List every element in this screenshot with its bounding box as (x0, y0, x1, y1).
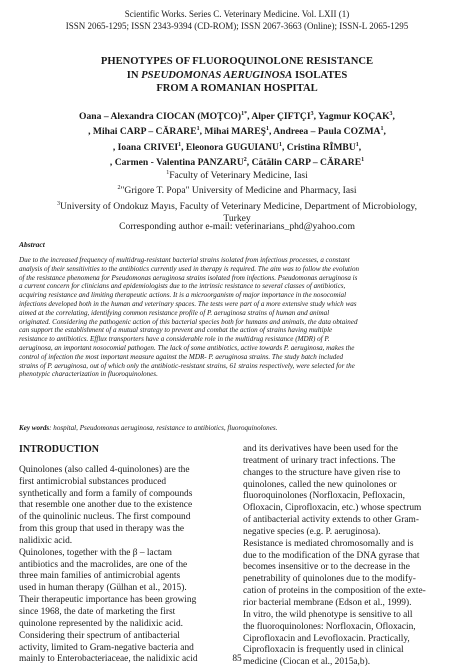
abstract-body (19, 256, 455, 379)
abstract-line: originated. Considering the pathogenic action of this bacterial species both for humans and animals, the data obtained (19, 317, 358, 326)
affiliation-2-text: "Grigore T. Popa" University of Medicine and Pharmacy, Iasi (120, 185, 357, 197)
author-6-sup: 1 (380, 126, 384, 133)
author-9: , Cristina RÎMBU (281, 141, 356, 153)
affiliations (30, 167, 444, 225)
title-line2-italic: PSEUDOMONAS AERUGINOSA (141, 69, 293, 81)
body-line: Ciprofloxacin and Levofloxacin. Practically, (243, 633, 410, 644)
author-2: , Alper ÇIFTÇI (247, 111, 311, 123)
abstract-heading: Abstract (19, 240, 45, 249)
affiliation-3-country: Turkey (223, 213, 251, 225)
affiliation-1-text: Faculty of Veterinary Medicine, Iasi (169, 170, 308, 182)
author-3-sup: 3 (389, 111, 393, 117)
abstract-line: of the resistance phenomena for Pseudomonas aeruginosa strains isolated from infections. Pseudomonas aeruginosa is (19, 273, 358, 282)
author-8: , Eleonora GUGUIANU (181, 141, 279, 153)
abstract-line: can support the establishment of a mutual strategy to prevent and combat the action of strains having multiple (19, 326, 333, 335)
abstract-line: a current concern for clinicians and epidemiologists due to the intrinsic resistance to several classes of antibiotics, (19, 282, 346, 291)
author-11: , Cătălin CARP – CĂRARE (246, 157, 362, 169)
corresponding-author: Corresponding author e-mail: veterinarians_phd@yahoo.com (119, 221, 355, 232)
affiliation-2 (30, 182, 444, 197)
author-8-sup: 1 (278, 141, 282, 148)
affiliation-3-sup: 3 (56, 200, 60, 207)
affiliation-2-sup: 2 (117, 185, 121, 192)
author-list (30, 108, 444, 170)
title-line2-pre: IN (126, 69, 142, 81)
body-line: Quinolones (also called 4-quinolones) are the (19, 464, 190, 475)
body-line: fluoroquinolones (Norfloxacin, Pefloxacin, (243, 491, 405, 502)
abstract-line: control of infection the most important measure against the MDR- P. aeruginosa strains. The study batch included (19, 352, 344, 361)
body-line: Considering their spectrum of antibacterial (19, 630, 180, 641)
affiliation-3 (30, 198, 444, 213)
author-2-sup: 3 (310, 111, 314, 117)
keywords-text: : hospital, Pseudomonas aeruginosa, resistance to antibiotics, fluoroquinolones. (49, 424, 278, 432)
body-line: mainly to Enterobacteriaceae, the nalidixic acid (19, 654, 198, 665)
abstract-line: aeruginosa, an important nosocomial pathogen. The lack of some antibiotics, active towards P. aeruginosa, makes the (19, 343, 355, 352)
body-line: since 1968, the date of marketing the first (19, 606, 176, 617)
body-line: treatment of urinary tract infections. The (243, 455, 396, 466)
author-6: , Andreea – Paula COZMA (268, 126, 381, 138)
author-9-sup: 1 (355, 141, 359, 148)
author-7: , Ioana CRIVEI (112, 141, 179, 153)
body-line: Quinolones, together with the β – lactam (19, 547, 172, 558)
journal-header-line1: Scientific Works. Series C. Veterinary Medicine. Vol. LXII (1) (124, 9, 350, 19)
author-line2: , Mihai CARP – CĂRARE$^1$, Mihai MAREŞ$^1$, Andreea – Paula COZMA$^1$, (88, 126, 386, 138)
abstract-line: analysis of their sensitivities to the antibiotics currently used in therapy is required. The aim was to follow the evolution (19, 264, 360, 273)
body-line: Resistance is mediated chromosomally and is (243, 538, 414, 549)
left-column-text (19, 465, 233, 666)
author-1-sup: 1* (241, 111, 248, 117)
title-line2-post: ISOLATES (292, 69, 348, 81)
title-line3: FROM A ROMANIAN HOSPITAL (156, 83, 318, 94)
author-4-sup: 1 (196, 126, 200, 133)
author-line1: Oana – Alexandra CIOCAN (MOŢCO)$^{1*}$, Alper ÇIFTÇI$^3$, Yagmur KOÇAK$^3$, (79, 111, 395, 123)
page-number: 85 (232, 654, 242, 664)
title-line2 (0, 69, 474, 83)
paper-title (0, 55, 474, 96)
body-line: activity, limited to Gram-negative bacteria and (19, 642, 194, 653)
body-line: three main families of antimicrobial agents (19, 571, 181, 582)
body-line: Their therapeutic importance has been growing (19, 595, 197, 606)
body-line: antibiotics and the macrolides, are one of the (19, 559, 188, 570)
body-line: synthetically and form a family of compounds (19, 488, 193, 499)
abstract-line: Due to the increased frequency of multidrug-resistant bacterial strains isolated from infectious processes, a constant (19, 256, 350, 264)
body-line: negative species (e.g. P. aeruginosa). (243, 526, 381, 537)
body-line: penetrability of quinolones due to the modify- (243, 574, 416, 585)
body-line: from this group that used in therapy was the (19, 524, 185, 535)
journal-header-line2: ISSN 2065-1295; ISSN 2343-9394 (CD-ROM); ISSN 2067-3663 (Online); ISSN-L 2065-1295 (65, 21, 409, 31)
body-line: first antimicrobial substances produced (19, 476, 167, 487)
body-line: cation of proteins in the composition of the exte- (243, 586, 426, 597)
body-line: In vitro, the wild phenotype is sensitive to all (243, 609, 413, 620)
abstract-line: acquiring resistance and limiting therapeutic actions. It is a microorganism of major importance in the nosocomial (19, 291, 347, 300)
author-1: Oana – Alexandra CIOCAN (MOŢCO) (79, 111, 242, 123)
author-3: , Yagmur KOÇAK (313, 111, 390, 123)
keywords-label: Key words (19, 424, 50, 432)
body-line: and its derivatives have been used for the (243, 444, 398, 454)
title-line1: PHENOTYPES OF FLUOROQUINOLONE RESISTANCE (100, 56, 374, 67)
body-line: used in human therapy (Gülhan et al., 2015). (19, 583, 187, 594)
left-column (19, 444, 233, 666)
abstract-line: resistance to antibiotics. Efflux transporters have a considerable role in the multidrug resistance (MDR) of P. (19, 335, 330, 344)
author-5-sup: 1 (265, 126, 269, 133)
right-column (243, 444, 457, 669)
body-line: changes to the structure have given rise to (243, 467, 401, 478)
author-10-sup: 2 (243, 157, 247, 164)
abstract-line: phenotypic characterization in fluoroquinolones. (19, 370, 158, 379)
body-line: of antibacterial activity extends to other Gram- (243, 515, 419, 526)
body-line: due to the modification of the DNA gyrase that (243, 550, 420, 561)
author-11-sup: 1 (361, 157, 365, 164)
author-10: , Carmen - Valentina PANZARU (109, 157, 244, 169)
body-line: becomes insensitive or to the decrease in the (243, 562, 410, 573)
body-line: Ciprofloxacin is frequently used in clinical (243, 645, 404, 656)
body-line: nalidixic acid. (19, 535, 73, 546)
affiliation-1 (30, 167, 444, 182)
journal-header (0, 8, 474, 32)
abstract-line: strains of P. aeruginosa, out of which only the antibiotic-resistant strains, 61 strains respectively, were selected for the (19, 361, 355, 370)
body-line: of the quinolinic nucleus. The first compound (19, 512, 191, 523)
affiliation-1-sup: 1 (166, 170, 170, 176)
introduction-heading: INTRODUCTION (19, 444, 100, 455)
body-line: medicine (Ciocan et al., 2015a,b). (243, 657, 371, 668)
body-line: rior bacterial membrane (Edson et al., 1999). (243, 597, 412, 608)
abstract-line: infections developed both in the human and veterinary spaces. The tests were part of a more extensive study which was (19, 299, 357, 308)
author-4: , Mihai CARP – CĂRARE (88, 126, 197, 138)
author-5: , Mihai MAREŞ (199, 126, 266, 138)
body-line: the fluoroquinolones: Norfloxacin, Ofloxacin, (243, 621, 416, 632)
body-line: Ofloxacin, Ciprofloxacin, etc.) whose spectrum (243, 503, 422, 514)
body-line: quinolones, called the new quinolones or (243, 479, 397, 490)
affiliation-3-text: University of Ondokuz Mayıs, Faculty of Veterinary Medicine, Department of Microbiology, (59, 200, 418, 212)
author-7-sup: 1 (178, 141, 182, 148)
keywords (19, 424, 455, 432)
abstract-line: aimed at the correlating, identifying common resistance profile of P. aeruginosa strains of human and animal (19, 308, 330, 317)
right-column-text (243, 444, 457, 669)
body-line: that resemble one another due to the existence (19, 500, 193, 511)
body-line: quinolone represented by the nalidixic acid. (19, 618, 184, 629)
author-line3: , Ioana CRIVEI$^1$, Eleonora GUGUIANU$^1$, Cristina RÎMBU$^1$, (112, 141, 362, 153)
